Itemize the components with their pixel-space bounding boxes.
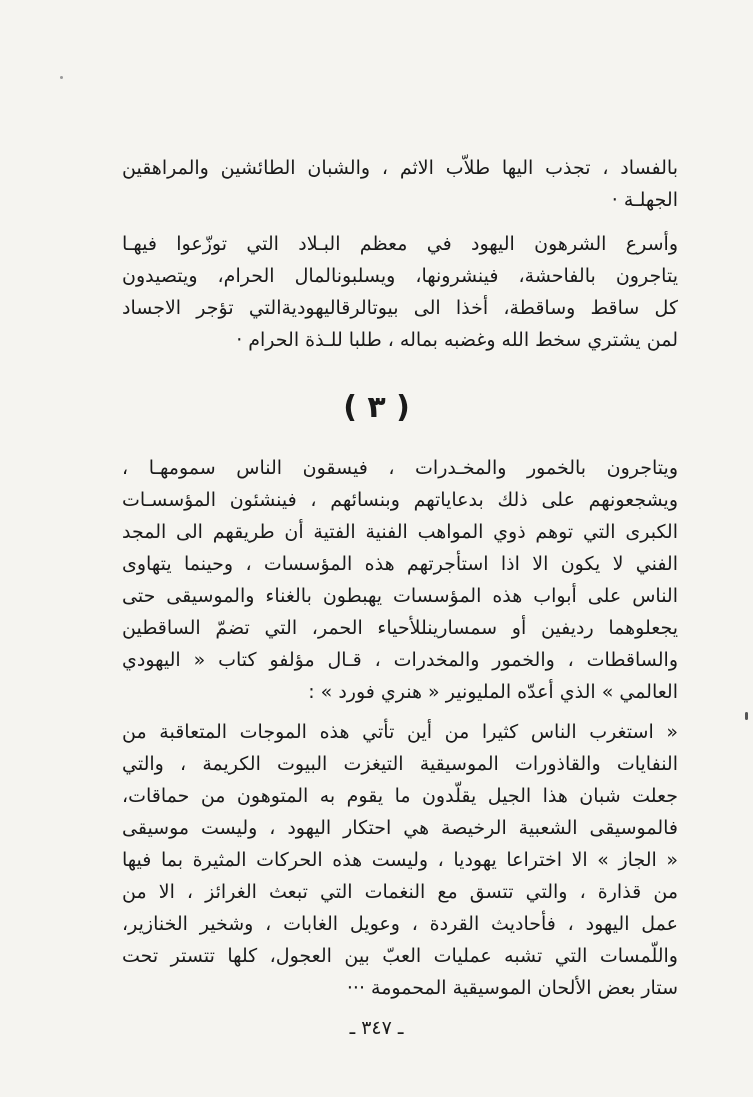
page-number: ـ ٣٤٧ ـ <box>349 1017 404 1039</box>
text-line: العالمي » الذي أعدّه المليونير « هنري فورد » : <box>308 681 678 703</box>
text-line: يجعلوهما رديفين أو سمسارينللأحياء الحمر، التي تضمّ الساقطين <box>122 617 678 639</box>
text-line: الفني لا يكون الا اذا استأجرتهم هذه المؤسسات ، وحينما يتهاوى <box>122 553 678 575</box>
text-line: جعلت شبان هذا الجيل يقلّدون ما يقوم به المتوهون من حماقات، <box>122 785 678 807</box>
text-line: الكبرى التي توهم ذوي المواهب الفنية الفتية أن طريقهم الى المجد <box>122 521 678 543</box>
text-line: النفايات والقاذورات الموسيقية التيغزت البيوت الكريمة ، والتي <box>122 753 678 775</box>
text-line: واللّمسات التي تشبه عمليات العبّ بين العجول، كلها تتستر تحت <box>122 945 678 967</box>
text-line: فالموسيقى الشعبية الرخيصة هي احتكار اليهود ، وليست موسيقى <box>122 817 678 839</box>
text-line: بالفساد ، تجذب اليها طلاّب الاثم ، والشبان الطائشين والمراهقين <box>122 157 678 179</box>
paragraph-continuation <box>122 152 678 216</box>
paragraph-quotation <box>122 716 678 1004</box>
text-line: لمن يشتري سخط الله وغضبه بماله ، طلبا للـذة الحرام · <box>236 329 678 351</box>
text-line: عمل اليهود ، فأحاديث القردة ، وعويل الغابات ، وشخير الخنازير، <box>122 913 678 935</box>
text-line: ويتاجرون بالخمور والمخـدرات ، فيسقون الناس سمومهـا ، <box>122 457 678 479</box>
text-line: من قذارة ، والتي تتسق مع النغمات التي تبعث الغرائز ، الا من <box>122 881 678 903</box>
text-line: كل ساقط وساقطة، أخذا الى بيوتالرقاليهوديةالتي تؤجر الاجساد <box>122 297 678 319</box>
text-line: « الجاز » الا اختراعا يهوديا ، وليست هذه الحركات المثيرة بما فيها <box>122 849 678 871</box>
text-line: يتاجرون بالفاحشة، فينشرونها، ويسلبونالمال الحرام، ويتصيدون <box>122 265 678 287</box>
print-speck <box>60 76 63 79</box>
text-line: والساقطات ، والخمور والمخدرات ، قـال مؤلفو كتاب « اليهودي <box>122 649 678 671</box>
text-line: ويشجعونهم على ذلك بدعاياتهم وبنسائهم ، فينشئون المؤسسـات <box>122 489 678 511</box>
text-line: الجهلـة · <box>611 189 678 211</box>
paragraph-jewish-greed <box>122 228 678 356</box>
paragraph-trade <box>122 452 678 708</box>
text-line: ستار بعض الألحان الموسيقية المحمومة ··· <box>346 977 678 999</box>
print-speck <box>745 712 748 720</box>
section-number: ( ٣ ) <box>343 390 410 425</box>
text-line: « استغرب الناس كثيرا من أين تأتي هذه الموجات المتعاقبة من <box>122 721 678 743</box>
text-line: وأسرع الشرهون اليهود في معظم البـلاد التي توزّعوا فيهـا <box>122 233 678 255</box>
text-line: الناس على أبواب هذه المؤسسات يهبطون بالغناء والموسيقى حتى <box>122 585 678 607</box>
